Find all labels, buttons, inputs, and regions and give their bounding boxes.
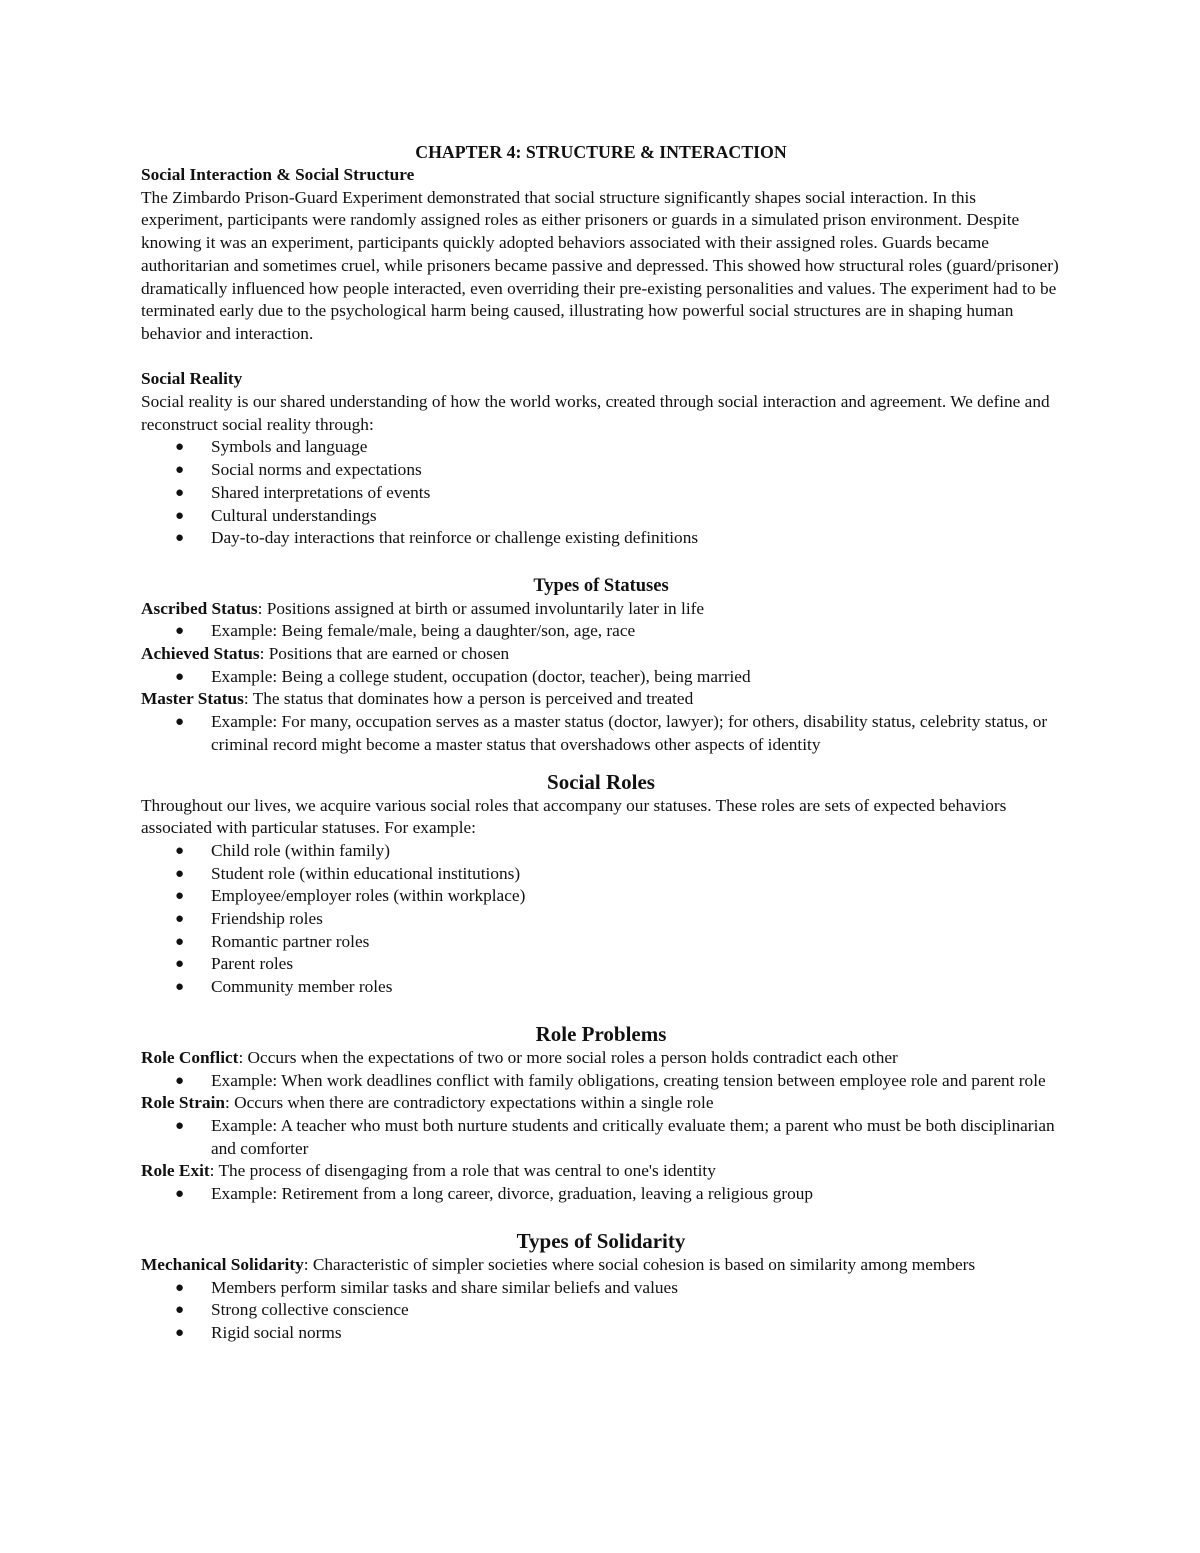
list-item: ● Example: For many, occupation serves as a master status (doctor, lawyer); for others, disability status, celebrity status, or criminal record might become a master status that overshadows other aspects of identity: [175, 712, 1048, 754]
bullet-icon: ●: [175, 439, 185, 456]
bullet-icon: ●: [175, 623, 185, 640]
bullet-icon: ●: [175, 865, 185, 882]
bullet-icon: ●: [175, 668, 185, 685]
list-item: ● Example: When work deadlines conflict with family obligations, creating tension between employee role and parent role: [141, 1070, 1061, 1093]
definition-achieved-status: Achieved Status: Positions that are earned or chosen: [141, 644, 510, 664]
list-item: ● Example: Being female/male, being a daughter/son, age, race: [141, 620, 1061, 643]
definition-role-exit: Role Exit: The process of disengaging from a role that was central to one's identity: [141, 1161, 716, 1181]
bullet-icon: ●: [175, 1072, 185, 1089]
section-body-social-interaction: The Zimbardo Prison-Guard Experiment demonstrated that social structure significantly shapes social interaction. In this experiment, participants were randomly assigned roles as either prisoners or guards in a simulated prison environment. Despite knowing it was an experiment, participants quickly adopted behaviors associated with their assigned roles. Guards became authoritarian and sometimes cruel, while prisoners became passive and depressed. This showed how structural roles (guard/prisoner) dramatically influenced how people interacted, even overriding their pre-existing personalities and values. The experiment had to be terminated early due to the psychological harm being caused, illustrating how powerful social structures are in shaping human behavior and interaction.: [141, 187, 1059, 343]
definition-ascribed-status: Ascribed Status: Positions assigned at birth or assumed involuntarily later in life: [141, 598, 705, 618]
section-heading-social-roles: Social Roles: [547, 769, 655, 794]
social-reality-list: [141, 436, 1061, 550]
section-heading-types-of-solidarity: Types of Solidarity: [516, 1228, 686, 1253]
section-body-social-reality: Social reality is our shared understanding of how the world works, created through social interaction and agreement. We define and reconstruct social reality through:: [141, 392, 1050, 434]
definition-role-conflict: Role Conflict: Occurs when the expectations of two or more social roles a person holds contradict each other: [141, 1047, 898, 1067]
list-item: ● Friendship roles: [141, 908, 1061, 931]
bullet-icon: ●: [175, 484, 185, 501]
role-exit-example-list: [141, 1183, 1061, 1206]
list-item: ● Parent roles: [141, 953, 1061, 976]
list-item: ● Student role (within educational institutions): [141, 863, 1061, 886]
list-item: ● Romantic partner roles: [141, 931, 1061, 954]
bullet-icon: ●: [175, 1324, 185, 1341]
bullet-icon: ●: [175, 507, 185, 524]
bullet-icon: ●: [175, 1186, 185, 1203]
list-item: ● Day-to-day interactions that reinforce or challenge existing definitions: [141, 527, 1061, 550]
list-item: ● Symbols and language: [141, 436, 1061, 459]
list-item: ● Shared interpretations of events: [141, 482, 1061, 505]
bullet-icon: ●: [175, 462, 185, 479]
section-heading-types-of-statuses: Types of Statuses: [533, 575, 669, 596]
list-item: ● Example: A teacher who must both nurture students and critically evaluate them; a parent who must be both disciplinarian and comforter: [175, 1115, 1055, 1158]
document-page: [141, 141, 1061, 1345]
section-heading-role-problems: Role Problems: [535, 1021, 667, 1046]
bullet-icon: ●: [175, 1302, 185, 1319]
list-item: ● Strong collective conscience: [141, 1299, 1061, 1322]
section-body-social-roles: Throughout our lives, we acquire various social roles that accompany our statuses. These roles are sets of expected behaviors associated with particular statuses. For example:: [141, 795, 1007, 838]
list-item: ● Cultural understandings: [141, 505, 1061, 528]
list-item: ● Members perform similar tasks and share similar beliefs and values: [141, 1277, 1061, 1300]
definition-master-status: Master Status: The status that dominates how a person is perceived and treated: [141, 689, 694, 709]
page-title: CHAPTER 4: STRUCTURE & INTERACTION: [415, 142, 787, 162]
list-item: ● Community member roles: [141, 976, 1061, 999]
bullet-icon: ●: [175, 888, 185, 905]
list-item: ● Child role (within family): [141, 840, 1061, 863]
bullet-icon: ●: [175, 956, 185, 973]
bullet-icon: ●: [175, 530, 185, 547]
definition-role-strain: Role Strain: Occurs when there are contradictory expectations within a single role: [141, 1093, 714, 1113]
list-item: ● Example: Retirement from a long career, divorce, graduation, leaving a religious group: [141, 1183, 1061, 1206]
ascribed-example-list: [141, 620, 1061, 643]
bullet-icon: ●: [175, 933, 185, 950]
definition-mechanical-solidarity: Mechanical Solidarity: Characteristic of simpler societies where social cohesion is based on similarity among members: [141, 1254, 976, 1274]
section-heading-social-interaction: Social Interaction & Social Structure: [141, 165, 415, 184]
role-strain-example-list: [141, 1115, 1061, 1160]
list-item: ● Example: Being a college student, occupation (doctor, teacher), being married: [141, 666, 1061, 689]
bullet-icon: ●: [175, 1117, 185, 1134]
social-roles-list: [141, 840, 1061, 999]
solidarity-list: [141, 1277, 1061, 1345]
bullet-icon: ●: [175, 1279, 185, 1296]
list-item: ● Social norms and expectations: [141, 459, 1061, 482]
section-heading-social-reality: Social Reality: [141, 369, 243, 389]
role-conflict-example-list: [141, 1070, 1061, 1093]
master-example-list: [141, 711, 1061, 756]
bullet-icon: ●: [175, 842, 185, 859]
bullet-icon: ●: [175, 979, 185, 996]
bullet-icon: ●: [175, 714, 185, 731]
list-item: ● Employee/employer roles (within workplace): [141, 885, 1061, 908]
bullet-icon: ●: [175, 911, 185, 928]
list-item: ● Rigid social norms: [141, 1322, 1061, 1345]
achieved-example-list: [141, 666, 1061, 689]
